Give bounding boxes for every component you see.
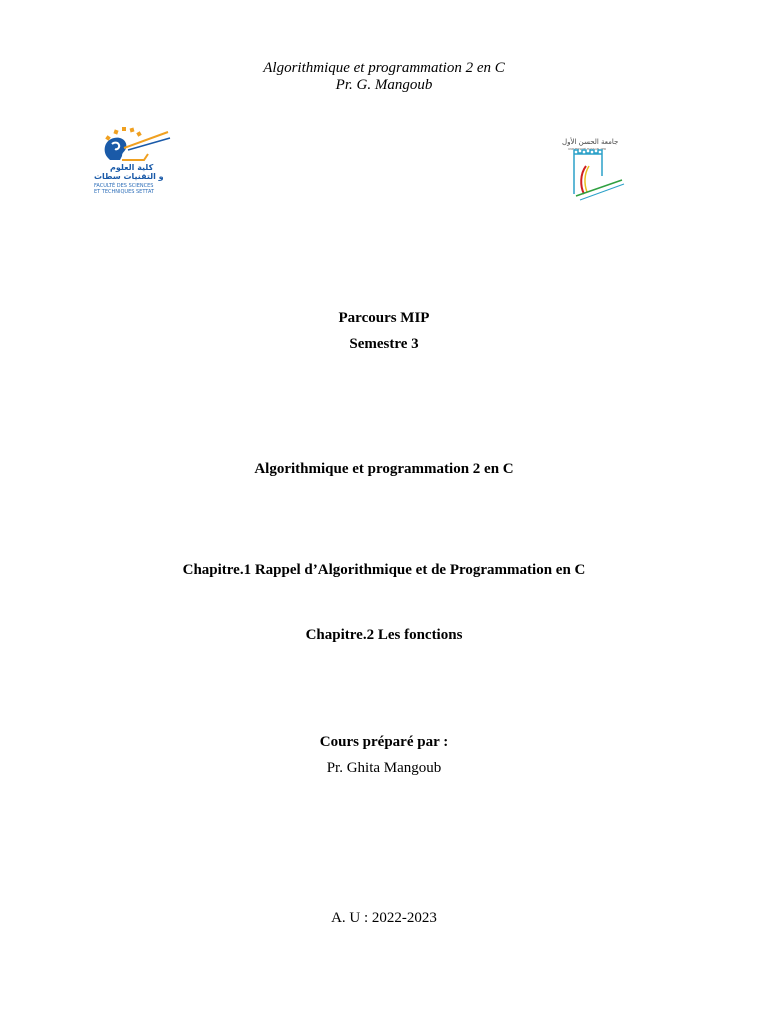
program-track: Parcours MIP xyxy=(338,310,430,326)
chapter-item: Chapitre.1 Rappel d’Algorithmique et de Programmation en C xyxy=(182,562,586,578)
faculty-name-arabic-2: و التقنيات سطات xyxy=(94,172,164,181)
header-course-title: Algorithmique et programmation 2 en C xyxy=(263,60,505,76)
academic-year: A. U : 2022-2023 xyxy=(331,910,437,926)
university-logo-icon xyxy=(556,136,628,204)
faculty-logo-icon xyxy=(88,126,176,202)
header-author: Pr. G. Mangoub xyxy=(335,77,433,93)
university-name-arabic: جامعة الحسن الأول xyxy=(562,138,619,146)
course-title: Algorithmique et programmation 2 en C xyxy=(254,461,514,477)
chapter-item: Chapitre.2 Les fonctions xyxy=(305,627,463,643)
prepared-by-name: Pr. Ghita Mangoub xyxy=(326,760,442,776)
faculty-name-arabic-1: كلية العلوم xyxy=(110,163,154,172)
faculty-name-french-2: ET TECHNIQUES SETTAT xyxy=(94,189,155,195)
sun-rays xyxy=(105,127,142,141)
tower-shape xyxy=(574,150,602,194)
faculty-name-french-1: FACULTÉ DES SCIENCES xyxy=(94,183,154,189)
prepared-by-label: Cours préparé par : xyxy=(319,734,449,750)
university-name-latin: UNIVERSITÉ HASSAN 1ER xyxy=(568,147,607,151)
program-semester: Semestre 3 xyxy=(349,336,419,352)
